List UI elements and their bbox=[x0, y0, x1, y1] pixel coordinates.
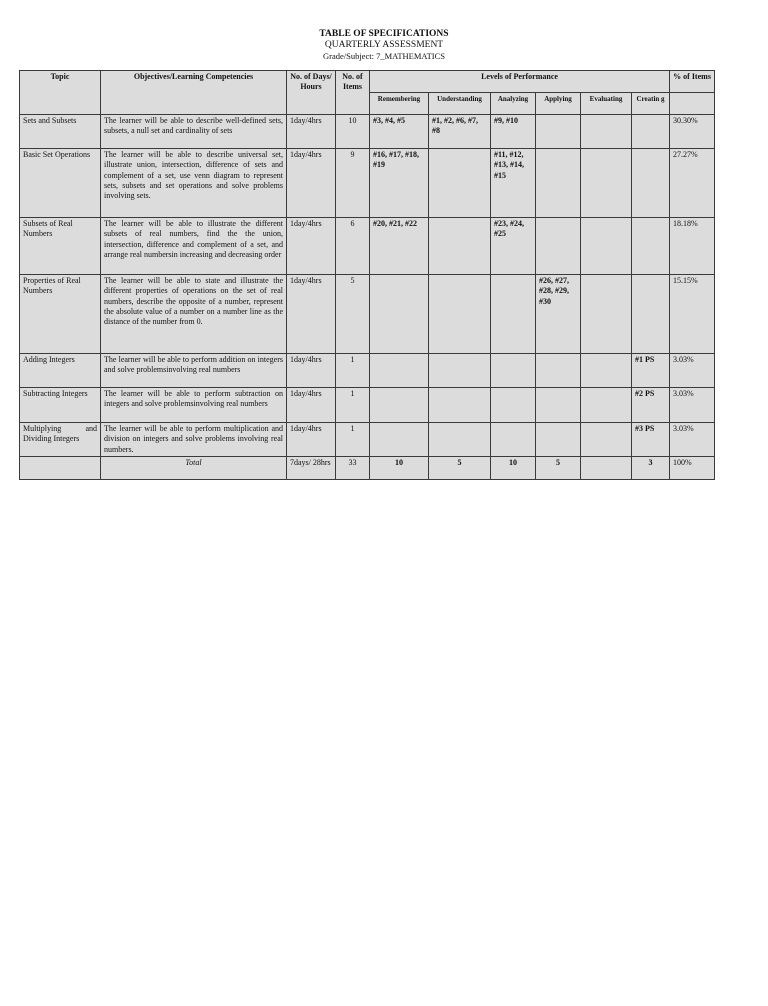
understanding-cell bbox=[429, 388, 491, 423]
analyzing-cell bbox=[491, 388, 536, 423]
table-row bbox=[20, 275, 715, 354]
analyzing-cell bbox=[491, 354, 536, 388]
days-cell: 1day/4hrs bbox=[287, 354, 336, 388]
pct-cell: 18.18% bbox=[670, 218, 715, 275]
table-row bbox=[20, 218, 715, 275]
creating-cell bbox=[632, 149, 670, 218]
days-cell: 1day/4hrs bbox=[287, 115, 336, 149]
table-row bbox=[20, 115, 715, 149]
items-cell: 5 bbox=[336, 275, 370, 354]
total-understanding: 5 bbox=[429, 457, 491, 480]
remembering-cell: #20, #21, #22 bbox=[370, 218, 429, 275]
levels-header: Levels of Performance bbox=[370, 71, 670, 93]
objective-cell: The learner will be able to describe universal set, illustrate union, intersection, difference of sets and complement of a set, use venn diagram to represent sets, subsets and set operations and solve problems involving sets. bbox=[101, 149, 287, 218]
table-row bbox=[20, 149, 715, 218]
objectives-header: Objectives/Learning Competencies bbox=[101, 71, 287, 115]
evaluating-cell bbox=[581, 149, 632, 218]
specifications-table bbox=[19, 70, 715, 480]
items-cell: 10 bbox=[336, 115, 370, 149]
creating-cell: #3 PS bbox=[632, 423, 670, 457]
evaluating-cell bbox=[581, 423, 632, 457]
creating-header: Creatin g bbox=[632, 93, 670, 115]
topic-cell: Subtracting Integers bbox=[20, 388, 101, 423]
document-subtitle: QUARTERLY ASSESSMENT bbox=[324, 40, 444, 50]
pct-cell: 3.03% bbox=[670, 423, 715, 457]
creating-cell: #2 PS bbox=[632, 388, 670, 423]
document-header bbox=[0, 29, 768, 62]
evaluating-cell bbox=[581, 218, 632, 275]
objective-cell: The learner will be able to describe well-defined sets, subsets, a null set and cardinality of sets bbox=[101, 115, 287, 149]
evaluating-cell bbox=[581, 115, 632, 149]
objective-cell: The learner will be able to perform subtraction on integers and solve problemsinvolving real numbers bbox=[101, 388, 287, 423]
total-pct: 100% bbox=[670, 457, 715, 480]
creating-cell bbox=[632, 218, 670, 275]
total-label: Total bbox=[101, 457, 287, 480]
remembering-cell bbox=[370, 388, 429, 423]
creating-cell bbox=[632, 115, 670, 149]
creating-cell bbox=[632, 275, 670, 354]
understanding-cell: #1, #2, #6, #7, #8 bbox=[429, 115, 491, 149]
days-cell: 1day/4hrs bbox=[287, 218, 336, 275]
understanding-cell bbox=[429, 354, 491, 388]
topic-cell: Subsets of Real Numbers bbox=[20, 218, 101, 275]
remembering-cell bbox=[370, 275, 429, 354]
table-row bbox=[20, 354, 715, 388]
remembering-cell: #16, #17, #18, #19 bbox=[370, 149, 429, 218]
applying-cell: #26, #27, #28, #29, #30 bbox=[536, 275, 581, 354]
objective-cell: The learner will be able to state and illustrate the different properties of operations on the set of real numbers, describe the opposite of a number, represent the absolute value of a number on a number line as the distance of the number from 0. bbox=[101, 275, 287, 354]
objective-cell: The learner will be able to perform addition on integers and solve problemsinvolving real numbers bbox=[101, 354, 287, 388]
table-row bbox=[20, 423, 715, 457]
applying-cell bbox=[536, 354, 581, 388]
evaluating-header: Evaluating bbox=[581, 93, 632, 115]
understanding-cell bbox=[429, 423, 491, 457]
applying-cell bbox=[536, 218, 581, 275]
remembering-cell: #3, #4, #5 bbox=[370, 115, 429, 149]
items-cell: 1 bbox=[336, 354, 370, 388]
applying-cell bbox=[536, 423, 581, 457]
items-cell: 9 bbox=[336, 149, 370, 218]
total-items: 33 bbox=[336, 457, 370, 480]
total-applying: 5 bbox=[536, 457, 581, 480]
total-evaluating bbox=[581, 457, 632, 480]
evaluating-cell bbox=[581, 388, 632, 423]
pct-header: % of Items bbox=[670, 71, 715, 93]
days-header: No. of Days/ Hours bbox=[287, 71, 336, 115]
understanding-cell bbox=[429, 275, 491, 354]
total-empty-cell bbox=[20, 457, 101, 480]
analyzing-cell: #23, #24, #25 bbox=[491, 218, 536, 275]
analyzing-cell bbox=[491, 275, 536, 354]
evaluating-cell bbox=[581, 354, 632, 388]
understanding-header: Understanding bbox=[429, 93, 491, 115]
items-cell: 1 bbox=[336, 388, 370, 423]
pct-cell: 3.03% bbox=[670, 388, 715, 423]
remembering-cell bbox=[370, 354, 429, 388]
topic-cell: Basic Set Operations bbox=[20, 149, 101, 218]
evaluating-cell bbox=[581, 275, 632, 354]
total-analyzing: 10 bbox=[491, 457, 536, 480]
understanding-cell bbox=[429, 149, 491, 218]
document-title: TABLE OF SPECIFICATIONS bbox=[319, 29, 449, 39]
pct-cell: 27.27% bbox=[670, 149, 715, 218]
total-row bbox=[20, 457, 715, 480]
header-row bbox=[20, 71, 715, 93]
objective-cell: The learner will be able to perform multiplication and division on integers and solve problems involving real numbers. bbox=[101, 423, 287, 457]
items-header: No. of Items bbox=[336, 71, 370, 115]
analyzing-cell: #9, #10 bbox=[491, 115, 536, 149]
objective-cell: The learner will be able to illustrate the different subsets of real numbers, find the the union, intersection, difference and complement of a set, and arrange real numbersin increasing and decreasing order bbox=[101, 218, 287, 275]
days-cell: 1day/4hrs bbox=[287, 275, 336, 354]
total-remembering: 10 bbox=[370, 457, 429, 480]
total-days: 7days/ 28hrs bbox=[287, 457, 336, 480]
items-cell: 6 bbox=[336, 218, 370, 275]
days-cell: 1day/4hrs bbox=[287, 423, 336, 457]
topic-header: Topic bbox=[20, 71, 101, 115]
total-creating: 3 bbox=[632, 457, 670, 480]
applying-cell bbox=[536, 149, 581, 218]
days-cell: 1day/4hrs bbox=[287, 388, 336, 423]
topic-cell: Multiplying and Dividing Integers bbox=[20, 423, 101, 457]
remembering-header: Remembering bbox=[370, 93, 429, 115]
days-cell: 1day/4hrs bbox=[287, 149, 336, 218]
pct-cell: 15.15% bbox=[670, 275, 715, 354]
applying-cell bbox=[536, 388, 581, 423]
remembering-cell bbox=[370, 423, 429, 457]
topic-cell: Sets and Subsets bbox=[20, 115, 101, 149]
table-row bbox=[20, 388, 715, 423]
creating-cell: #1 PS bbox=[632, 354, 670, 388]
topic-cell: Properties of Real Numbers bbox=[20, 275, 101, 354]
pct-subheader bbox=[670, 93, 715, 115]
applying-cell bbox=[536, 115, 581, 149]
topic-cell: Adding Integers bbox=[20, 354, 101, 388]
applying-header: Applying bbox=[536, 93, 581, 115]
pct-cell: 3.03% bbox=[670, 354, 715, 388]
analyzing-cell: #11, #12, #13, #14, #15 bbox=[491, 149, 536, 218]
items-cell: 1 bbox=[336, 423, 370, 457]
understanding-cell bbox=[429, 218, 491, 275]
pct-cell: 30.30% bbox=[670, 115, 715, 149]
analyzing-header: Analyzing bbox=[491, 93, 536, 115]
analyzing-cell bbox=[491, 423, 536, 457]
grade-subject: Grade/Subject: 7_MATHEMATICS bbox=[322, 51, 446, 61]
